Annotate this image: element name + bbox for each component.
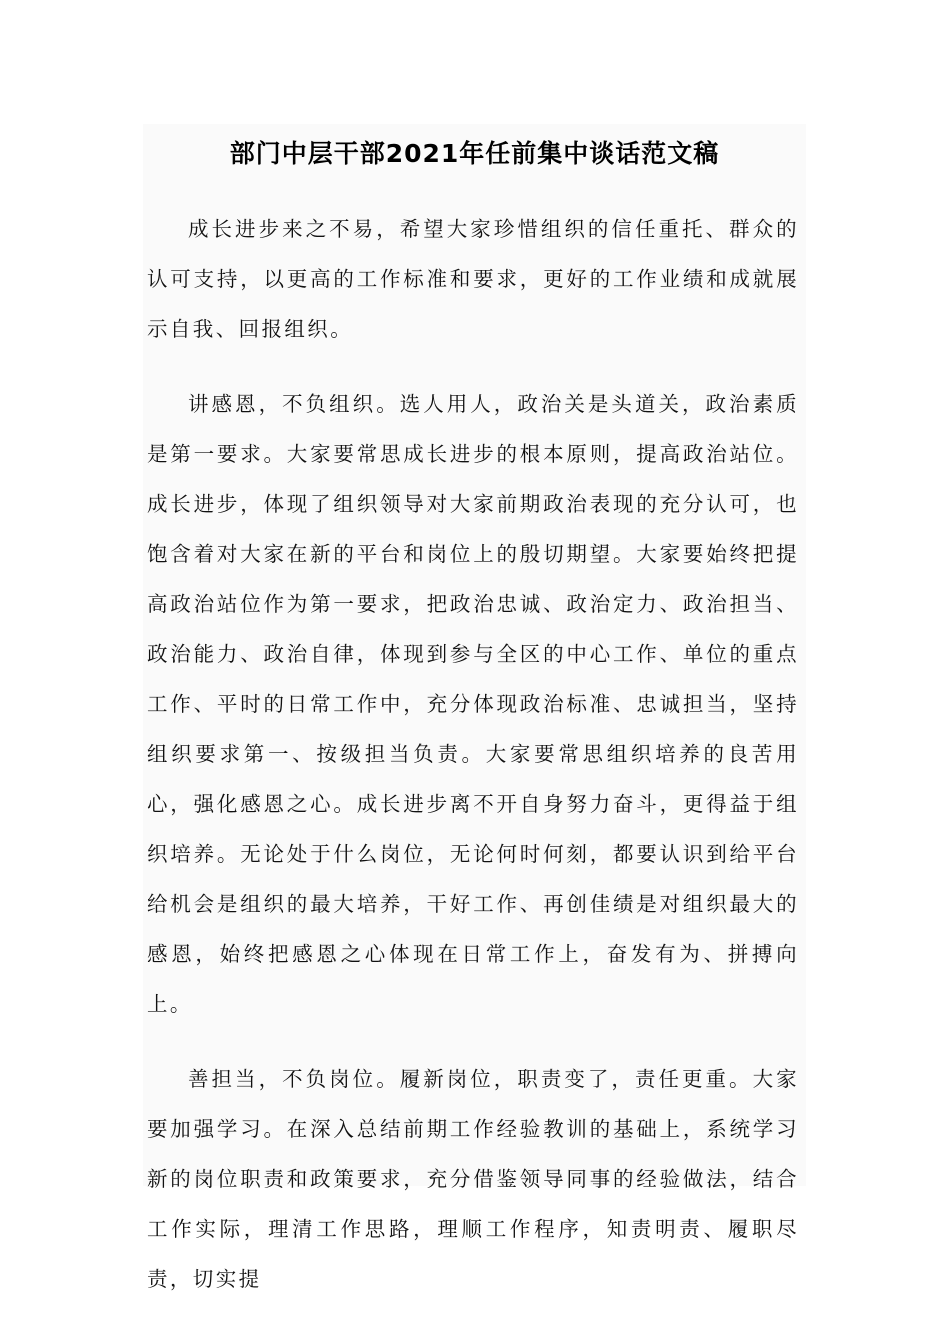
paragraph-3: 善担当，不负岗位。履新岗位，职责变了，责任更重。大家要加强学习。在深入总结前期工作经验教训的基础上，系统学习新的岗位职责和政策要求，充分借鉴领导同事的经验做法，结合工作实际，理清工作思路，理顺工作程序，知责明责、履职尽责，切实提 — [147, 1067, 799, 1291]
paragraph-2: 讲感恩，不负组织。选人用人，政治关是头道关，政治素质是第一要求。大家要常思成长进步的根本原则，提高政治站位。成长进步，体现了组织领导对大家前期政治表现的充分认可，也饱含着对大家在新的平台和岗位上的殷切期望。大家要始终把提高政治站位作为第一要求，把政治忠诚、政治定力、政治担当、政治能力、政治自律，体现到参与全区的中心工作、单位的重点工作、平时的日常工作中，充分体现政治标准、忠诚担当，坚持组织要求第一、按级担当负责。大家要常思组织培养的良苦用心，强化感恩之心。成长进步离不开自身努力奋斗，更得益于组织培养。无论处于什么岗位，无论何时何刻，都要认识到给平台给机会是组织的最大培养，干好工作、再创佳绩是对组织最大的感恩，始终把感恩之心体现在日常工作上，奋发有为、拼搏向上。 — [147, 392, 799, 1016]
document-body — [147, 204, 799, 1329]
paragraph-1: 成长进步来之不易，希望大家珍惜组织的信任重托、群众的认可支持，以更高的工作标准和要求，更好的工作业绩和成就展示自我、回报组织。 — [147, 217, 799, 341]
document-title: 部门中层干部2021年任前集中谈话范文稿 — [229, 139, 720, 168]
document-page — [143, 124, 806, 1291]
